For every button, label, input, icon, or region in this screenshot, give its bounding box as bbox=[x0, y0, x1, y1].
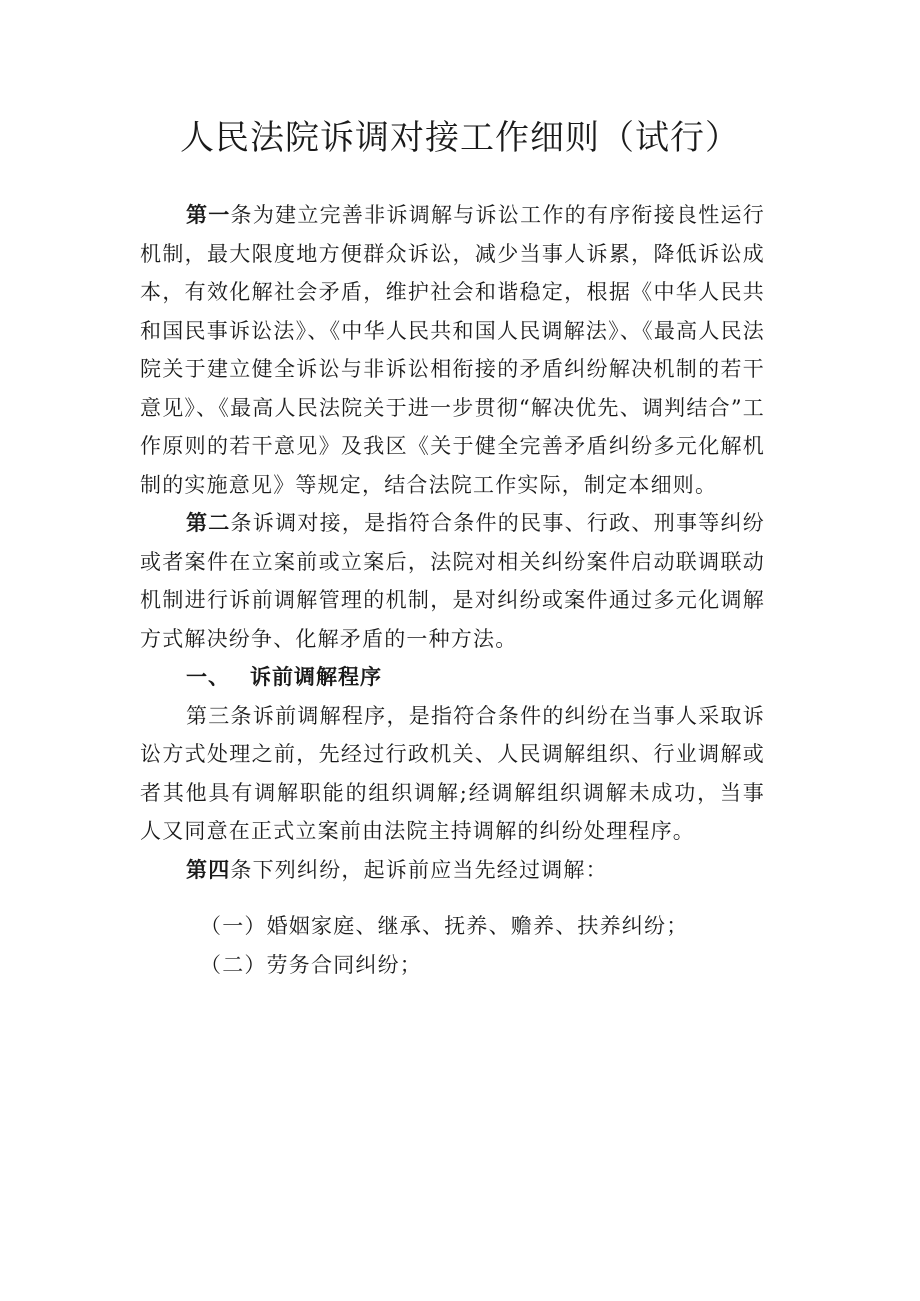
article-1-text: 条为建立完善非诉调解与诉讼工作的有序衔接良性运行机制，最大限度地方便群众诉讼，减少当事人诉累，降低诉讼成本，有效化解社会矛盾，维护社会和谐稳定，根据《中华人民共和国民事诉讼法》、《中华人民共和国人民调解法》、《最高人民法院关于建立健全诉讼与非诉讼相衔接的矛盾纠纷解决机制的若干意见》、《最高人民法院关于进一步贯彻“解决优先、调判结合”工作原则的若干意见》及我区《关于健全完善矛盾纠纷多元化解机制的实施意见》等规定，结合法院工作实际，制定本细则。 bbox=[140, 203, 765, 497]
article-4-text: 条下列纠纷，起诉前应当先经过调解： bbox=[230, 857, 608, 882]
article-2 bbox=[140, 504, 765, 658]
section-1-title: 诉前调解程序 bbox=[250, 665, 382, 689]
list-item: （二）劳务合同纠纷； bbox=[200, 952, 422, 977]
document-title: 人民法院诉调对接工作细则（试行） bbox=[180, 118, 740, 158]
article-1 bbox=[140, 196, 765, 504]
article-4 bbox=[140, 851, 765, 890]
section-1-heading bbox=[140, 658, 765, 697]
document-body bbox=[140, 196, 765, 984]
article-3-text: 第三条诉前调解程序，是指符合条件的纠纷在当事人采取诉讼方式处理之前，先经过行政机关、人民调解组织、行业调解或者其他具有调解职能的组织调解;经调解组织调解未成功，当事人又同意在正式立案前由法院主持调解的纠纷处理程序。 bbox=[140, 703, 765, 843]
article-2-text: 条诉调对接，是指符合条件的民事、行政、刑事等纠纷或者案件在立案前或立案后，法院对相关纠纷案件启动联调联动机制进行诉前调解管理的机制，是对纠纷或案件通过多元化调解方式解决纷争、化解矛盾的一种方法。 bbox=[140, 511, 765, 651]
list-item: （一）婚姻家庭、继承、抚养、赡养、扶养纠纷； bbox=[200, 914, 689, 938]
article-4-label: 第四 bbox=[186, 856, 231, 882]
section-1-number: 一、 bbox=[186, 665, 230, 689]
article-3 bbox=[140, 697, 765, 851]
article-2-label: 第二 bbox=[186, 510, 231, 535]
article-1-label: 第一 bbox=[186, 202, 231, 227]
